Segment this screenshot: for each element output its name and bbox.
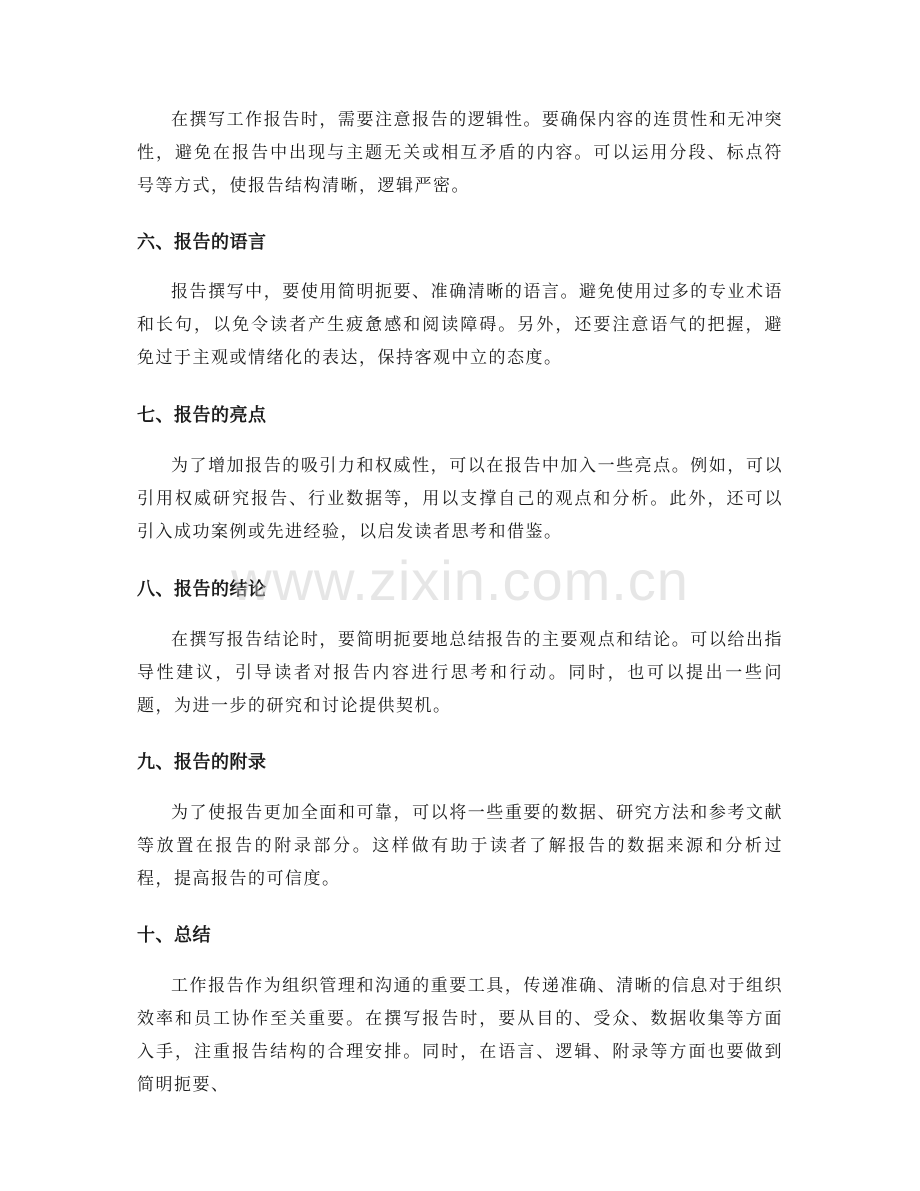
section-10-body-block <box>137 970 783 1102</box>
section-heading: 八、报告的结论 <box>137 579 267 600</box>
section-body: 为了增加报告的吸引力和权威性，可以在报告中加入一些亮点。例如，可以引用权威研究报告、行业数据等，用以支撑自己的观点和分析。此外，还可以引入成功案例或先进经验，以启发读者思考和借鉴。 <box>137 456 783 542</box>
section-body: 报告撰写中，要使用简明扼要、准确清晰的语言。避免使用过多的专业术语和长句，以免令读者产生疲惫感和阅读障碍。另外，还要注意语气的把握，避免过于主观或情绪化的表达，保持客观中立的态度。 <box>137 282 783 368</box>
section-9 <box>137 750 783 776</box>
watermark: www.zixin.com.cn <box>231 549 689 612</box>
section-9-body-block <box>137 797 783 896</box>
section-8-body-block <box>137 624 783 723</box>
section-heading: 七、报告的亮点 <box>137 405 267 426</box>
intro-paragraph: 在撰写工作报告时，需要注意报告的逻辑性。要确保内容的连贯性和无冲突性，避免在报告中出现与主题无关或相互矛盾的内容。可以运用分段、标点符号等方式，使报告结构清晰，逻辑严密。 <box>137 110 783 196</box>
section-7 <box>137 403 783 429</box>
intro-block <box>137 104 783 203</box>
section-heading: 九、报告的附录 <box>137 752 267 773</box>
section-8 <box>137 577 783 603</box>
section-6 <box>137 230 783 256</box>
section-10 <box>137 923 783 949</box>
section-body: 为了使报告更加全面和可靠，可以将一些重要的数据、研究方法和参考文献等放置在报告的附录部分。这样做有助于读者了解报告的数据来源和分析过程，提高报告的可信度。 <box>137 803 783 889</box>
section-6-body-block <box>137 276 783 375</box>
section-heading: 六、报告的语言 <box>137 232 267 253</box>
section-heading: 十、总结 <box>137 925 211 946</box>
section-7-body-block <box>137 450 783 549</box>
section-body: 在撰写报告结论时，要简明扼要地总结报告的主要观点和结论。可以给出指导性建议，引导读者对报告内容进行思考和行动。同时，也可以提出一些问题，为进一步的研究和讨论提供契机。 <box>137 630 783 716</box>
section-body: 工作报告作为组织管理和沟通的重要工具，传递准确、清晰的信息对于组织效率和员工协作至关重要。在撰写报告时，要从目的、受众、数据收集等方面入手，注重报告结构的合理安排。同时，在语言、逻辑、附录等方面也要做到简明扼要、 <box>137 976 783 1095</box>
